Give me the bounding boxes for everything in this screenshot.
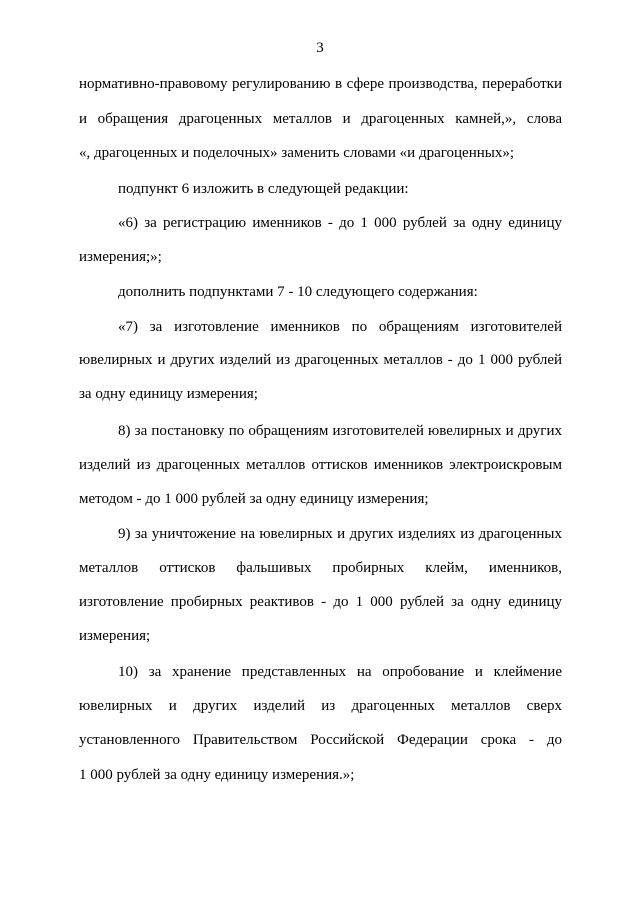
text-line: подпункт 6 изложить в следующей редакции: — [118, 181, 409, 197]
text-line: нормативно-правовому регулированию в сфере производства, переработки — [79, 76, 562, 92]
text-line: 10) за хранение представленных на опробование и клеймение — [118, 664, 562, 680]
text-line: «, драгоценных и поделочных» заменить словами «и драгоценных»; — [79, 145, 515, 161]
text-line: измерения;»; — [79, 249, 162, 265]
text-line: 1 000 рублей за одну единицу измерения.»; — [79, 767, 355, 783]
text-line: ювелирных и других изделий из драгоценных металлов - до 1 000 рублей — [79, 352, 562, 368]
text-line: 9) за уничтожение на ювелирных и других изделиях из драгоценных — [118, 526, 562, 542]
text-line: «6) за регистрацию именников - до 1 000 рублей за одну единицу — [118, 215, 562, 231]
text-line: и обращения драгоценных металлов и драгоценных камней,», слова — [79, 111, 562, 127]
text-line: «7) за изготовление именников по обращениям изготовителей — [118, 319, 562, 335]
text-line: дополнить подпунктами 7 - 10 следующего содержания: — [118, 284, 478, 300]
page-number: 3 — [316, 40, 324, 56]
text-line: металлов оттисков фальшивых пробирных клейм, именников, — [79, 560, 562, 576]
text-line: установленного Правительством Российской Федерации срока - до — [79, 732, 562, 748]
text-line: изделий из драгоценных металлов оттисков именников электроискровым — [79, 457, 562, 473]
text-line: за одну единицу измерения; — [79, 386, 258, 402]
text-line: 8) за постановку по обращениям изготовителей ювелирных и других — [118, 423, 562, 439]
text-line: изготовление пробирных реактивов - до 1 000 рублей за одну единицу — [79, 594, 562, 610]
text-line: методом - до 1 000 рублей за одну единицу измерения; — [79, 491, 429, 507]
text-line: измерения; — [79, 628, 151, 644]
text-line: ювелирных и других изделий из драгоценных металлов сверх — [79, 698, 562, 714]
